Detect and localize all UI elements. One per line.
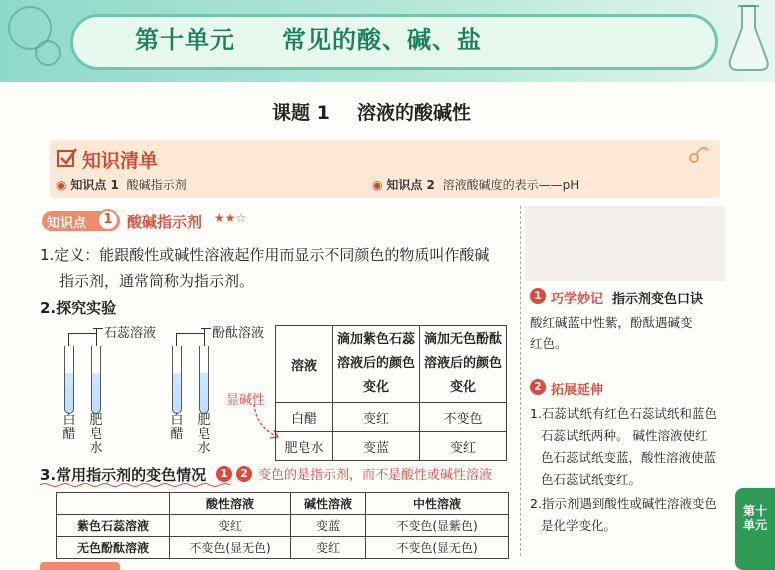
- drop-arrow: [176, 333, 177, 347]
- table-row: [276, 432, 507, 461]
- table-cell: 变蓝: [333, 432, 420, 461]
- wavy-underline: [40, 482, 230, 488]
- tip-subtitle: 指示剂变色口诀: [612, 292, 704, 307]
- decorative-circle: [35, 40, 61, 66]
- table-row: [276, 403, 507, 432]
- unit-side-tab-label: 第十单元: [742, 504, 767, 532]
- knowledge-item-label: 知识点 1: [70, 178, 119, 192]
- table-cell: 不变色: [420, 403, 507, 432]
- table-header-row: [57, 493, 509, 515]
- difficulty-stars: ★★☆: [214, 211, 247, 225]
- bracket-line: [176, 333, 205, 342]
- bullet-icon: ◉: [56, 178, 67, 192]
- note-badge: 1: [216, 466, 232, 482]
- table-cell: 不变色(显无色): [170, 537, 291, 559]
- table-cell: 变红: [170, 515, 291, 537]
- bracket-line: [68, 333, 97, 342]
- drop-arrow: [204, 328, 205, 347]
- test-tube: [91, 346, 101, 414]
- tip-number: 2: [530, 379, 546, 395]
- indicator-heading: 3.常用指示剂的变色情况: [40, 466, 207, 484]
- indicator-table: [56, 492, 509, 559]
- table-cell: 不变色(显无色): [366, 537, 509, 559]
- tip-text: 2.指示剂遇到酸性或碱性溶液变色: [530, 496, 717, 511]
- tip-text: 红色。: [530, 336, 568, 351]
- table-cell: 不变色(显紫色): [366, 515, 509, 537]
- lesson-number: 课题 1: [272, 102, 330, 124]
- test-tube: [64, 346, 74, 414]
- table-cell: 无色酚酞溶液: [57, 537, 170, 559]
- knowledge-item-text: 溶液酸碱度的表示——pH: [442, 178, 580, 192]
- lesson-title: 溶液的酸碱性: [357, 102, 472, 124]
- tip-text: 是化学变化。: [541, 518, 617, 533]
- table-cell: 紫色石蕊溶液: [57, 515, 170, 537]
- tube-label: 肥皂水: [89, 413, 103, 456]
- experiment-table: [275, 325, 507, 461]
- tip-text: 色石蕊试纸变蓝，酸性溶液使蓝: [541, 450, 717, 465]
- tip-text: 石蕊试纸两种。 碱性溶液使红: [541, 428, 708, 443]
- flask-icon: [722, 0, 775, 80]
- alkaline-annotation: 显碱性: [226, 393, 266, 408]
- tip-number: 1: [530, 288, 546, 304]
- table-cell: 变红: [291, 537, 366, 559]
- tip-title: 巧学妙记: [551, 292, 604, 307]
- table-cell: 变蓝: [291, 515, 366, 537]
- bracket-line: [93, 328, 103, 329]
- table-row: [57, 537, 509, 559]
- table-header-cell: [57, 493, 170, 515]
- litmus-label: 石蕊溶液: [104, 326, 157, 341]
- definition-text: 1.定义：能跟酸性或碱性溶液起作用而显示不同颜色的物质叫作酸碱: [40, 246, 490, 264]
- knowledge-point-tag-text: 知识点: [47, 216, 87, 231]
- table-header-cell: 酸性溶液: [170, 493, 291, 515]
- table-cell: 白醋: [276, 403, 333, 432]
- indicator-annotation: 变色的是指示剂，而不是酸性或碱性溶液: [258, 468, 493, 483]
- test-tube: [199, 346, 209, 414]
- unit-title: 第十单元: [135, 26, 235, 54]
- table-header-cell: 中性溶液: [366, 493, 509, 515]
- drop-arrow: [96, 328, 97, 347]
- tip-title: 拓展延伸: [551, 383, 604, 398]
- unit-subtitle: 常见的酸、碱、盐: [282, 26, 482, 54]
- tube-label: 肥皂水: [197, 413, 211, 456]
- table-row: [57, 515, 509, 537]
- test-tube: [172, 346, 182, 414]
- checkbox-icon: [56, 146, 78, 168]
- knowledge-item: [56, 176, 187, 193]
- knowledge-item-label: 知识点 2: [386, 178, 435, 192]
- tip-text: 1.石蕊试纸有红色石蕊试纸和蓝色: [530, 406, 717, 421]
- definition-text: 指示剂，通常简称为指示剂。: [59, 272, 255, 290]
- sidebar-pattern: [525, 206, 725, 281]
- tube-label: 白醋: [62, 413, 76, 442]
- knowledge-point-number: 1: [97, 209, 119, 231]
- tip-text: 酸红碱蓝中性紫，酚酞遇碱变: [530, 315, 693, 330]
- table-header-cell: 滴加无色酚酞溶液后的颜色变化: [420, 326, 507, 403]
- bracket-line: [201, 328, 211, 329]
- table-cell: 变红: [420, 432, 507, 461]
- tip-text: 色石蕊试纸变红。: [541, 472, 642, 487]
- table-header-row: [276, 326, 507, 403]
- next-section-tag: [40, 562, 120, 570]
- pin-icon: [682, 140, 712, 170]
- phenolphthalein-label: 酚酞溶液: [212, 326, 265, 341]
- table-cell: 肥皂水: [276, 432, 333, 461]
- note-badge: 2: [236, 466, 252, 482]
- experiment-heading: 2.探究实验: [40, 299, 117, 317]
- table-header-cell: 碱性溶液: [291, 493, 366, 515]
- table-header-cell: 溶液: [276, 326, 333, 403]
- knowledge-point-title: 酸碱指示剂: [127, 213, 203, 231]
- table-header-cell: 滴加紫色石蕊溶液后的颜色变化: [333, 326, 420, 403]
- knowledge-item: [372, 176, 579, 193]
- drop-arrow: [68, 333, 69, 347]
- knowledge-list-title: 知识清单: [82, 150, 159, 172]
- bullet-icon: ◉: [372, 178, 383, 192]
- knowledge-item-text: 酸碱指示剂: [126, 178, 187, 192]
- column-divider: [520, 206, 521, 556]
- table-cell: 变红: [333, 403, 420, 432]
- tube-label: 白醋: [170, 413, 184, 442]
